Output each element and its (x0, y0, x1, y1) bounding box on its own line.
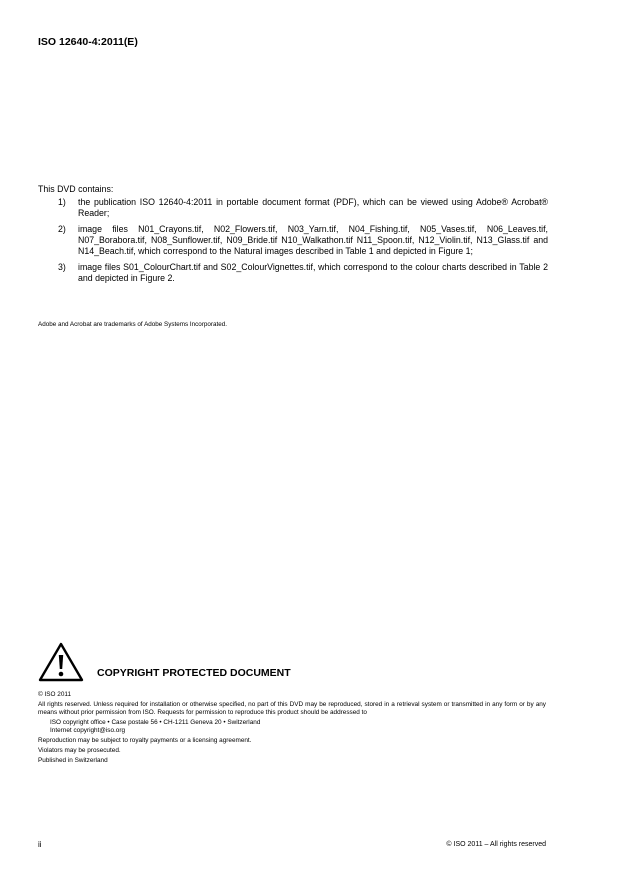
published-location: Published in Switzerland (38, 757, 108, 765)
trademark-notice: Adobe and Acrobat are trademarks of Adobe Systems Incorporated. (38, 321, 228, 328)
contents-intro: This DVD contains: (38, 184, 114, 194)
list-item (38, 197, 548, 219)
royalty-notice: Reproduction may be subject to royalty payments or a licensing agreement. (38, 737, 252, 745)
copyright-title: COPYRIGHT PROTECTED DOCUMENT (97, 667, 291, 679)
list-item-text: image files N01_Crayons.tif, N02_Flowers.tif, N03_Yarn.tif, N04_Fishing.tif, N05_Vases.tif, N06_Leaves.tif, N07_Borabora.tif, N08_Sunflower.tif, N09_Bride.tif N10_Walkathon.tif N11_Spoon.tif, N12_Violin.tif, N13_Glass.tif and N14_Beach.tif, which correspond to the Natural images described in Table 1 and depicted in Figure 1; (78, 224, 548, 256)
list-item-number: 2) (58, 224, 66, 234)
list-item-number: 3) (58, 262, 66, 272)
list-item-text: image files S01_ColourChart.tif and S02_ColourVignettes.tif, which correspond to the colour charts described in Table 2 and depicted in Figure 2. (78, 262, 548, 283)
list-item (38, 262, 548, 284)
copyright-year: © ISO 2011 (38, 691, 72, 698)
list-item-text: the publication ISO 12640-4:2011 in portable document format (PDF), which can be viewed using Adobe® Acrobat® Reader; (78, 197, 548, 218)
page-number: ii (38, 840, 42, 849)
copyright-internet: Internet copyright@iso.org (50, 727, 126, 735)
list-item (38, 224, 548, 257)
document-header-id: ISO 12640-4:2011(E) (38, 36, 138, 48)
contents-list (38, 197, 548, 289)
footer-rights: © ISO 2011 – All rights reserved (446, 841, 546, 848)
copyright-office-address: ISO copyright office • Case postale 56 • CH-1211 Geneva 20 • Switzerland (50, 718, 261, 726)
violators-notice: Violators may be prosecuted. (38, 747, 121, 755)
warning-triangle-icon (38, 642, 84, 682)
list-item-number: 1) (58, 197, 66, 207)
rights-statement: All rights reserved. Unless required for installation or otherwise specified, no part of this DVD may be reproduced, stored in a retrieval system or transmitted in any form or by any means without prior permission from ISO. Requests for permission to reproduce this product should be addressed to (38, 700, 546, 717)
copyright-notice (38, 691, 546, 767)
